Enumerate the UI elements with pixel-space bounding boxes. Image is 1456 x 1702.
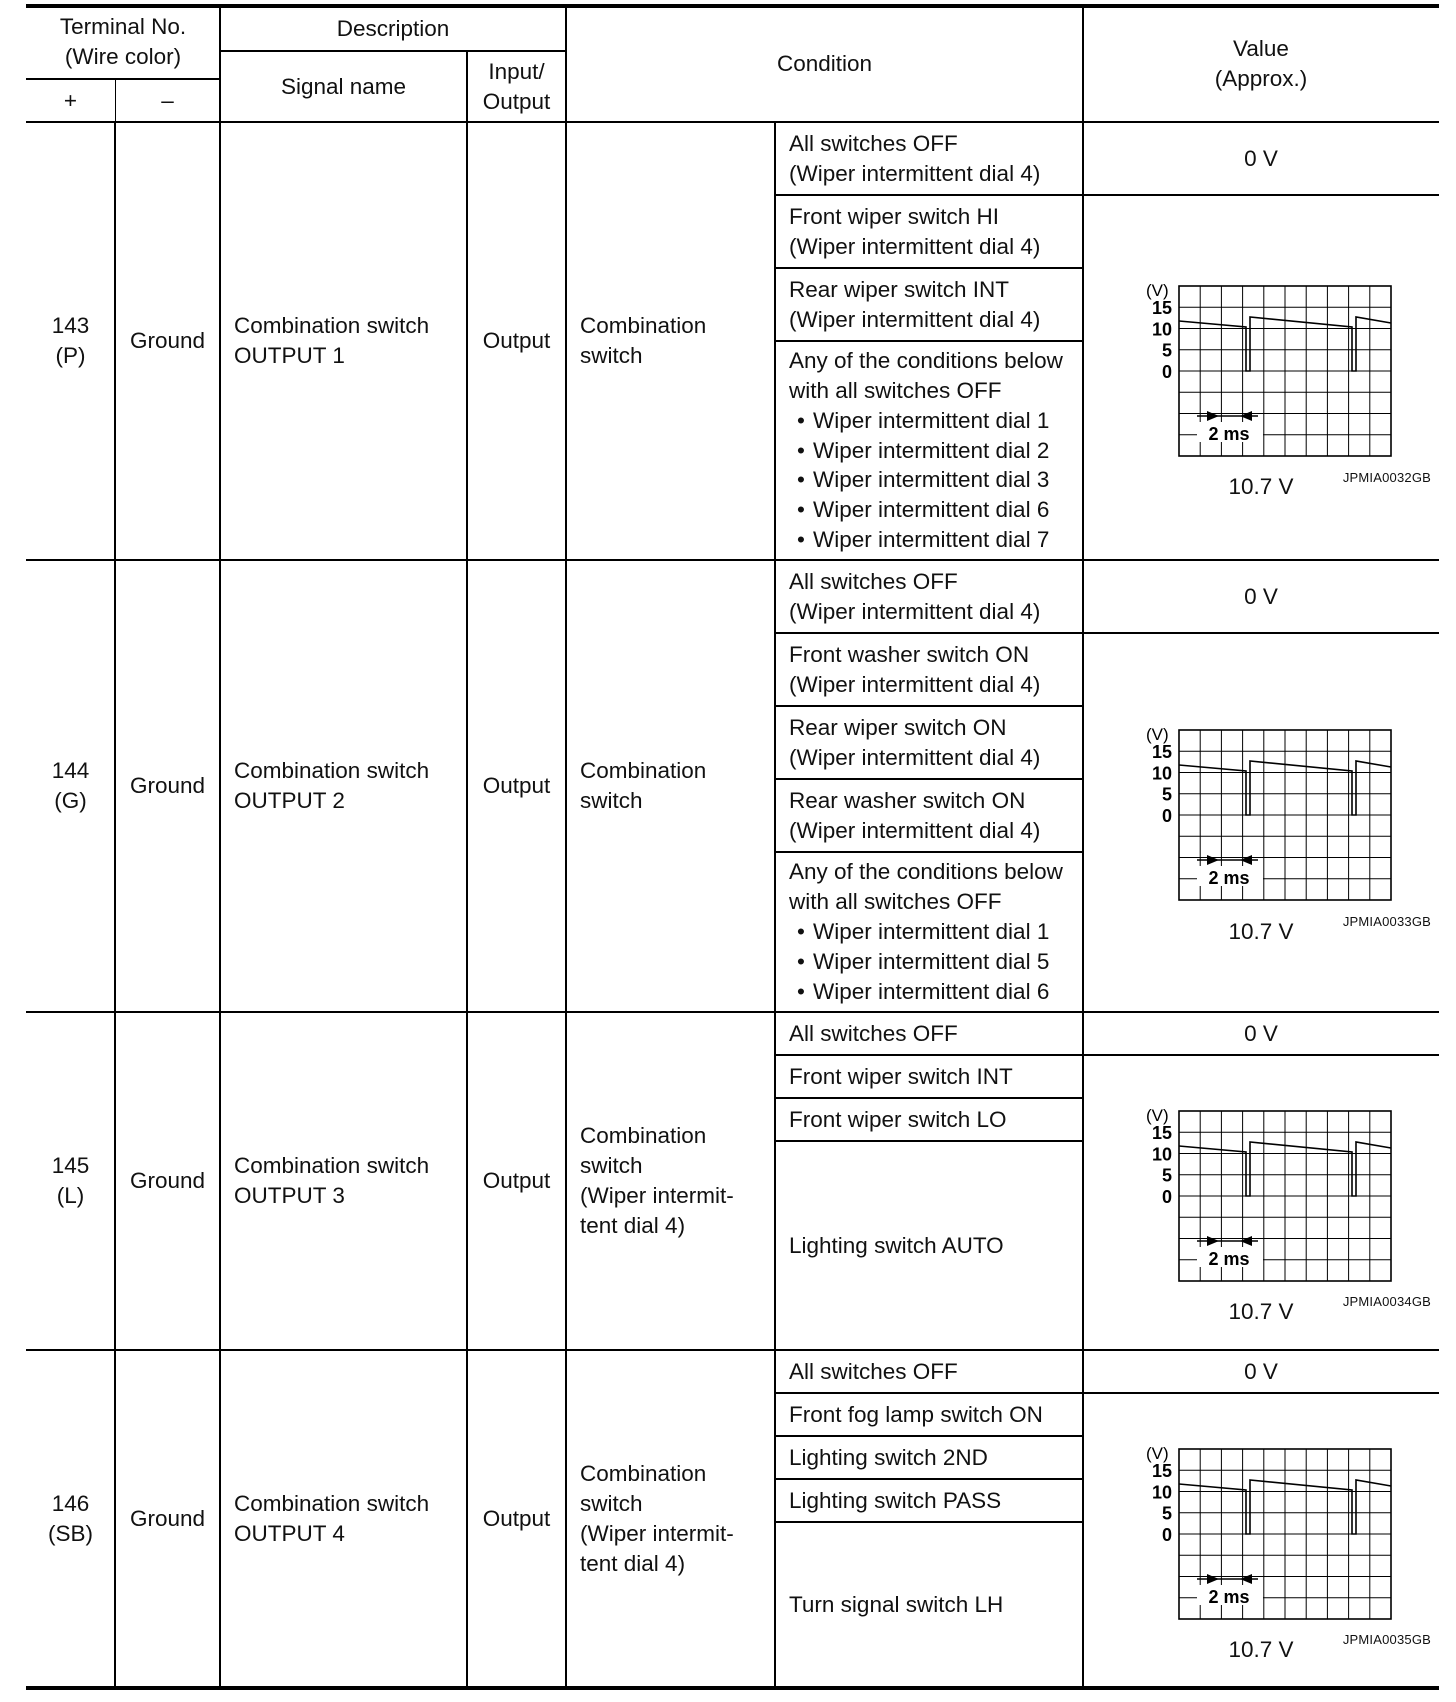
header-plus (26, 80, 115, 122)
rule-horizontal (775, 1140, 1083, 1142)
scope-y-tick: 15 (1151, 1461, 1172, 1481)
bullet-dot: • (797, 948, 805, 974)
time-arrow-right (1207, 855, 1219, 865)
subcondition (775, 560, 1083, 633)
condition-line: tent dial 4) (580, 1212, 686, 1238)
subcondition-line: All switches OFF (789, 1358, 958, 1384)
header-wire-color-line: (Wire color) (64, 43, 182, 69)
ground-label: Ground (129, 773, 206, 799)
signal-name-line: OUTPUT 2 (234, 788, 345, 813)
rule-horizontal (26, 1349, 1439, 1351)
value-on: 10.7 V (1228, 1637, 1294, 1662)
terminal-plus (26, 1350, 115, 1688)
bullet-dot: • (797, 527, 805, 553)
subcondition (775, 706, 1083, 779)
subcondition (775, 1393, 1083, 1436)
scope-y-tick: 15 (1151, 742, 1172, 762)
subcondition-line: Front fog lamp switch ON (789, 1401, 1043, 1427)
condition (566, 560, 775, 1012)
condition-line: Combination (580, 758, 707, 784)
rule-vertical (774, 122, 776, 560)
value-off-text: 0 V (1244, 1020, 1278, 1046)
subcondition-line: Lighting switch AUTO (789, 1232, 1004, 1258)
bullet-text: Wiper intermittent dial 1 (813, 407, 1050, 433)
terminal-minus (115, 1012, 220, 1350)
time-div-label: 2 ms (1208, 1249, 1250, 1269)
subcondition-line: (Wiper intermittent dial 4) (789, 598, 1041, 624)
rule-horizontal (775, 340, 1083, 342)
io-label: Output (482, 1506, 551, 1532)
condition-line: switch (580, 788, 643, 813)
scope-y-tick: 0 (1161, 1186, 1172, 1207)
time-arrow-right (1207, 1574, 1219, 1584)
rule-vertical (1082, 6, 1084, 122)
scope-unit-label: (V) (1146, 281, 1169, 300)
condition-line: (Wiper intermit- (580, 1521, 734, 1546)
subcondition-line: Any of the conditions below (789, 859, 1063, 885)
bullet-dot: • (797, 407, 805, 433)
bullet-dot: • (797, 437, 805, 463)
subcondition-line: (Wiper intermittent dial 4) (789, 817, 1041, 843)
subcondition (775, 1141, 1083, 1350)
scope-y-tick: 5 (1161, 1165, 1172, 1186)
value-on: 10.7 V (1228, 474, 1294, 499)
subcondition-line: Front wiper switch LO (789, 1106, 1007, 1132)
subcondition-line: (Wiper intermittent dial 4) (789, 160, 1041, 186)
subcondition-line: Turn signal switch LH (789, 1592, 1004, 1618)
subcondition (775, 852, 1083, 1012)
subcondition (775, 341, 1083, 560)
figure-code: JPMIA0035GB (1342, 1632, 1431, 1647)
rule-horizontal (775, 1097, 1083, 1099)
subcondition-line: (Wiper intermittent dial 4) (789, 671, 1041, 697)
header-input-output (467, 51, 566, 122)
condition (566, 122, 775, 560)
terminal-minus (115, 1350, 220, 1688)
bullet-text: Wiper intermittent dial 5 (813, 948, 1050, 974)
rule-vertical (1082, 122, 1084, 560)
rule-horizontal (775, 1392, 1083, 1394)
subcondition (775, 1479, 1083, 1522)
bullet-dot: • (797, 467, 805, 493)
scope-unit-label: (V) (1146, 1106, 1169, 1125)
signal-name-line: Combination switch (234, 758, 430, 784)
scope-y-tick: 0 (1161, 361, 1172, 382)
terminal-number: 144 (51, 758, 90, 784)
time-arrow-right (1207, 411, 1219, 421)
value-off-text: 0 V (1244, 1358, 1278, 1384)
signal-name-line: OUTPUT 4 (234, 1521, 345, 1546)
signal-name (220, 122, 467, 560)
rule-vertical (565, 6, 567, 122)
header-signal-name-label: Signal name (280, 73, 407, 99)
bullet-dot: • (797, 978, 805, 1004)
subcondition-line: Any of the conditions below (789, 347, 1063, 373)
terminal-number: 146 (51, 1491, 90, 1517)
condition (566, 1350, 775, 1688)
rule-horizontal (775, 194, 1083, 196)
rule-vertical (114, 560, 116, 1012)
bullet-item (789, 436, 1069, 466)
wire-color: (L) (56, 1183, 85, 1208)
value-off (1083, 1012, 1439, 1055)
rule-vertical (114, 1012, 116, 1350)
header-output-line: Output (482, 88, 551, 114)
header-approx-line: (Approx.) (1214, 66, 1308, 91)
subcondition-line: (Wiper intermittent dial 4) (789, 744, 1041, 770)
rule-horizontal (775, 632, 1083, 634)
subcondition-line: Lighting switch 2ND (789, 1444, 988, 1470)
value-off (1083, 1350, 1439, 1393)
subcondition-line: Front wiper switch HI (789, 203, 1000, 229)
signal-name-line: Combination switch (234, 313, 430, 339)
scope-y-tick: 5 (1161, 1503, 1172, 1524)
terminal-plus (26, 122, 115, 560)
bullet-text: Wiper intermittent dial 1 (813, 919, 1050, 945)
subcondition-line: Front wiper switch INT (789, 1063, 1013, 1089)
value-off (1083, 560, 1439, 633)
value-on: 10.7 V (1228, 919, 1294, 944)
header-description-label: Description (336, 15, 450, 41)
figure-code: JPMIA0032GB (1342, 470, 1431, 485)
scope-y-tick: 10 (1151, 763, 1172, 784)
bullet-item (789, 917, 1069, 947)
terminal-minus (115, 560, 220, 1012)
rule-vertical (114, 1350, 116, 1688)
subcondition (775, 779, 1083, 852)
rule-horizontal (26, 4, 1439, 8)
scope-unit-label: (V) (1146, 1444, 1169, 1463)
rule-vertical (565, 122, 567, 560)
wire-color: (SB) (48, 1521, 93, 1546)
terminal-plus (26, 1012, 115, 1350)
scope-y-tick: 15 (1151, 1123, 1172, 1143)
subcondition-line: All switches OFF (789, 1020, 958, 1046)
terminal-minus (115, 122, 220, 560)
input-output (467, 560, 566, 1012)
io-label: Output (482, 328, 551, 354)
bullet-item (789, 495, 1069, 525)
subcondition (775, 1350, 1083, 1393)
header-terminal-no (26, 6, 220, 77)
bullet-text: Wiper intermittent dial 6 (813, 497, 1050, 523)
rule-vertical (219, 122, 221, 560)
rule-vertical (466, 560, 468, 1012)
rule-vertical (774, 1012, 776, 1350)
input-output (467, 1350, 566, 1688)
figure-code: JPMIA0034GB (1342, 1294, 1431, 1309)
header-signal-name (220, 51, 467, 122)
input-output (467, 1012, 566, 1350)
terminal-plus (26, 560, 115, 1012)
time-arrow-left (1240, 411, 1252, 421)
header-minus-label: – (161, 88, 174, 114)
rule-horizontal (775, 1478, 1083, 1480)
bullet-text: Wiper intermittent dial 3 (813, 467, 1050, 493)
subcondition-line: All switches OFF (789, 130, 958, 156)
rule-horizontal (220, 50, 566, 52)
rule-vertical (565, 1012, 567, 1350)
value-off (1083, 122, 1439, 195)
rule-horizontal (775, 267, 1083, 269)
subcondition (775, 195, 1083, 268)
signal-name (220, 1012, 467, 1350)
rule-horizontal (1083, 632, 1439, 634)
value-off-text: 0 V (1244, 583, 1278, 609)
input-output (467, 122, 566, 560)
rule-vertical (219, 1350, 221, 1688)
time-arrow-right (1207, 1236, 1219, 1246)
subcondition-line: Rear washer switch ON (789, 787, 1026, 813)
io-label: Output (482, 1168, 551, 1194)
bullet-item (789, 947, 1069, 977)
rule-vertical (219, 560, 221, 1012)
value-on: 10.7 V (1228, 1299, 1294, 1324)
bullet-text: Wiper intermittent dial 6 (813, 978, 1050, 1004)
bullet-text: Wiper intermittent dial 2 (813, 437, 1050, 463)
rule-horizontal (26, 1011, 1439, 1013)
time-arrow-left (1240, 1574, 1252, 1584)
condition (566, 1012, 775, 1350)
scope-y-tick: 0 (1161, 805, 1172, 826)
bullet-item (789, 977, 1069, 1007)
time-div-label: 2 ms (1208, 1587, 1250, 1607)
bullet-item (789, 406, 1069, 436)
subcondition-line: with all switches OFF (789, 889, 1002, 915)
header-value (1083, 6, 1439, 122)
rule-horizontal (26, 121, 1439, 123)
condition-line: switch (580, 1491, 643, 1517)
ground-label: Ground (129, 328, 206, 354)
condition-line: Combination (580, 1461, 707, 1487)
rule-vertical (565, 1350, 567, 1688)
rule-vertical (466, 1012, 468, 1350)
rule-vertical (1082, 1012, 1084, 1350)
rule-horizontal (26, 78, 220, 80)
header-description (220, 6, 566, 51)
condition-line: switch (580, 343, 643, 368)
rule-vertical (565, 560, 567, 1012)
subcondition (775, 1522, 1083, 1688)
time-arrow-left (1240, 855, 1252, 865)
rule-horizontal (26, 1686, 1439, 1690)
io-label: Output (482, 773, 551, 799)
bullet-item (789, 465, 1069, 495)
rule-vertical (1082, 1350, 1084, 1688)
ground-label: Ground (129, 1168, 206, 1194)
rule-horizontal (1083, 1392, 1439, 1394)
signal-name-line: OUTPUT 1 (234, 343, 345, 368)
time-div-label: 2 ms (1208, 424, 1250, 444)
rule-horizontal (775, 1521, 1083, 1523)
rule-horizontal (775, 851, 1083, 853)
subcondition-line: with all switches OFF (789, 377, 1002, 403)
ground-label: Ground (129, 1506, 206, 1532)
subcondition (775, 268, 1083, 341)
header-plus-label: + (63, 88, 78, 114)
signal-name (220, 560, 467, 1012)
header-condition-label: Condition (776, 51, 873, 77)
header-value-line: Value (1233, 36, 1289, 62)
rule-horizontal (775, 705, 1083, 707)
rule-vertical (1082, 560, 1084, 1012)
header-minus (115, 80, 220, 122)
subcondition-line: All switches OFF (789, 568, 958, 594)
rule-horizontal (775, 1435, 1083, 1437)
scope-y-tick: 10 (1151, 1144, 1172, 1165)
rule-horizontal (775, 778, 1083, 780)
wire-color: (P) (55, 343, 86, 368)
rule-horizontal (1083, 194, 1439, 196)
subcondition-line: Lighting switch PASS (789, 1487, 1002, 1513)
header-input-line: Input/ (488, 58, 545, 84)
rule-vertical (115, 80, 116, 122)
subcondition-line: (Wiper intermittent dial 4) (789, 233, 1041, 259)
wire-color: (G) (54, 788, 87, 813)
time-div-label: 2 ms (1208, 868, 1250, 888)
rule-vertical (466, 51, 468, 122)
bullet-item (789, 525, 1069, 555)
scope-y-tick: 5 (1161, 340, 1172, 361)
signal-name-line: Combination switch (234, 1153, 430, 1179)
rule-horizontal (775, 1054, 1083, 1056)
subcondition (775, 1055, 1083, 1098)
rule-horizontal (26, 559, 1439, 561)
signal-name (220, 1350, 467, 1688)
condition-line: tent dial 4) (580, 1550, 686, 1576)
subcondition-line: Front washer switch ON (789, 641, 1030, 667)
subcondition-line: Rear wiper switch INT (789, 276, 1010, 302)
subcondition-line: Rear wiper switch ON (789, 714, 1007, 740)
rule-horizontal (1083, 1054, 1439, 1056)
condition-line: switch (580, 1153, 643, 1179)
rule-vertical (114, 122, 116, 560)
terminal-number: 143 (51, 313, 90, 339)
subcondition (775, 122, 1083, 195)
condition-line: Combination (580, 1123, 707, 1149)
value-off-text: 0 V (1244, 145, 1278, 171)
time-arrow-left (1240, 1236, 1252, 1246)
scope-unit-label: (V) (1146, 725, 1169, 744)
subcondition-line: (Wiper intermittent dial 4) (789, 306, 1041, 332)
figure-code: JPMIA0033GB (1342, 914, 1431, 929)
rule-vertical (219, 1012, 221, 1350)
signal-name-line: Combination switch (234, 1491, 430, 1517)
rule-vertical (466, 122, 468, 560)
header-terminal-no-line: Terminal No. (59, 13, 187, 39)
subcondition (775, 1436, 1083, 1479)
scope-y-tick: 10 (1151, 1482, 1172, 1503)
subcondition (775, 1012, 1083, 1055)
bullet-dot: • (797, 919, 805, 945)
signal-name-line: OUTPUT 3 (234, 1183, 345, 1208)
rule-vertical (774, 560, 776, 1012)
bullet-dot: • (797, 497, 805, 523)
bullet-text: Wiper intermittent dial 7 (813, 527, 1050, 553)
rule-vertical (466, 1350, 468, 1688)
terminal-number: 145 (51, 1153, 90, 1179)
subcondition (775, 633, 1083, 706)
condition-line: Combination (580, 313, 707, 339)
rule-vertical (219, 6, 221, 122)
scope-y-tick: 15 (1151, 298, 1172, 318)
condition-line: (Wiper intermit- (580, 1183, 734, 1208)
scope-y-tick: 0 (1161, 1524, 1172, 1545)
subcondition (775, 1098, 1083, 1141)
rule-vertical (774, 1350, 776, 1688)
scope-y-tick: 5 (1161, 784, 1172, 805)
header-condition (566, 6, 1083, 122)
scope-y-tick: 10 (1151, 319, 1172, 340)
